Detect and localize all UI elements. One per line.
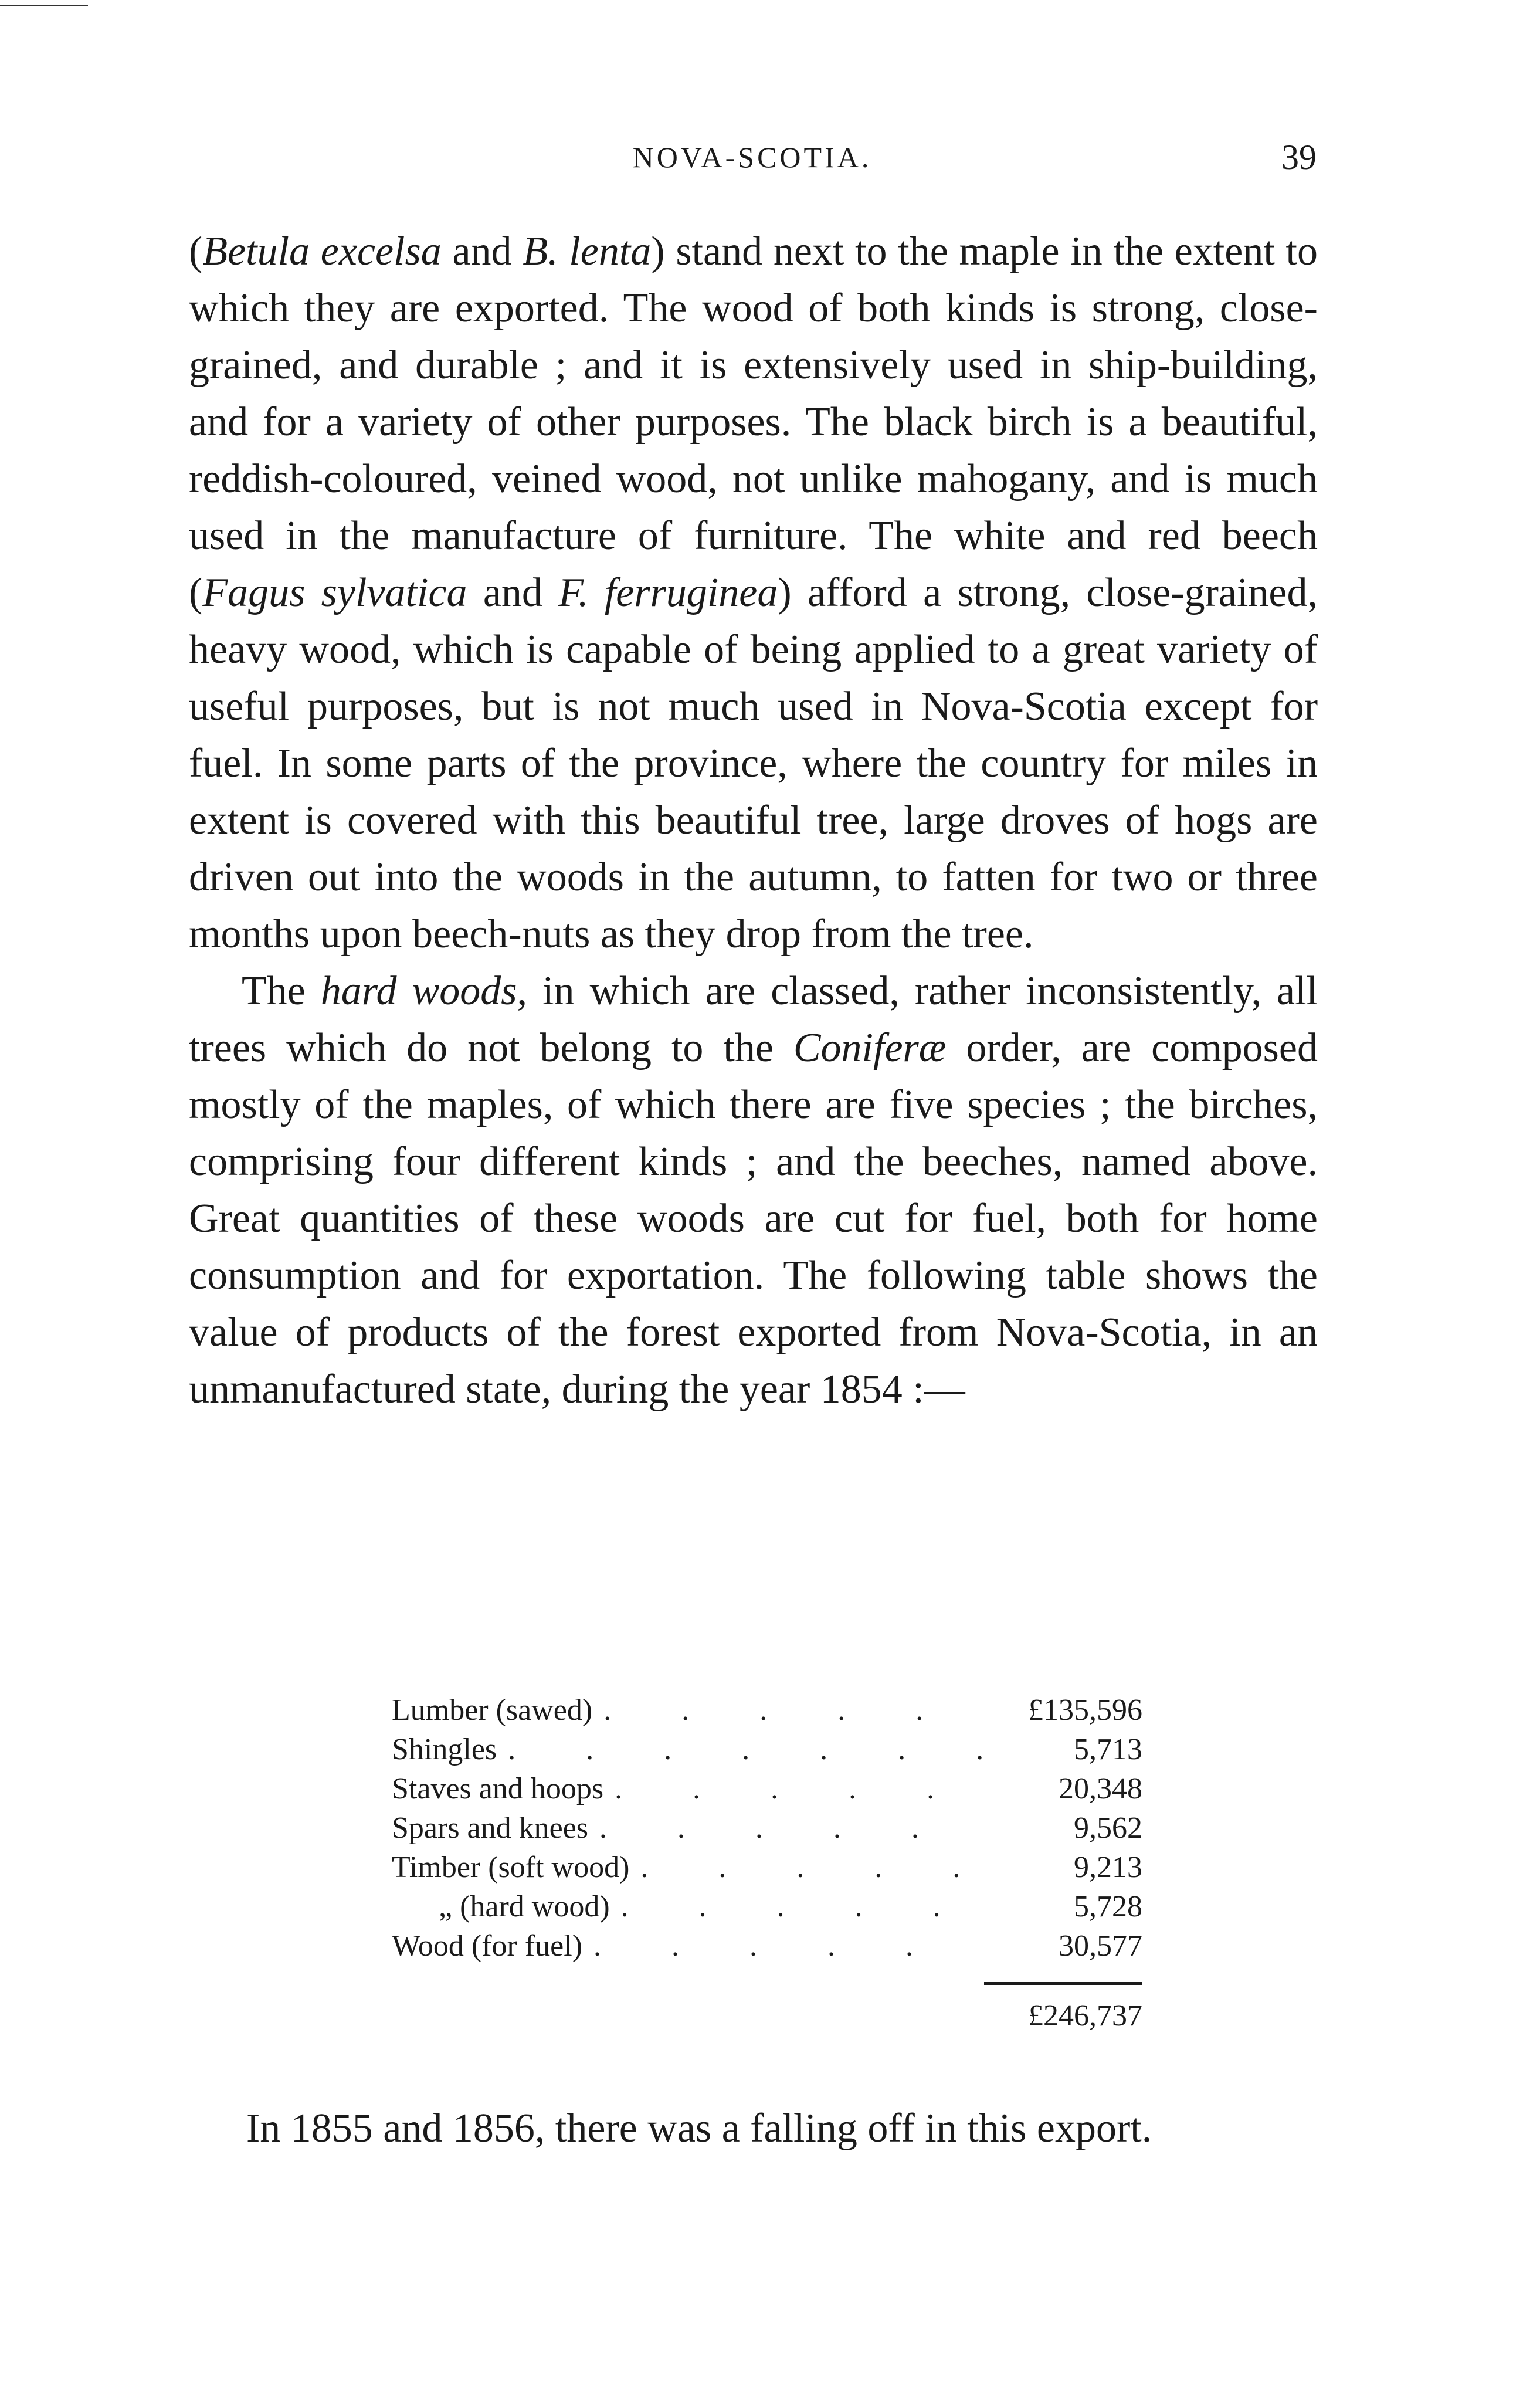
table-row — [392, 1691, 1142, 1730]
total-rule — [984, 1982, 1142, 1985]
paragraph-birch-beech: (Betula excelsa and B. lenta) stand next to the maple in the extent to which they are exported. The wood of both kinds is strong, close-grained, and durable ; and it is extensively used in ship-building, and for a variety of other purposes. The black birch is a beautiful, reddish-coloured, veined wood, not unlike mahogany, and is much used in the manufacture of furniture. The white and red beech (Fagus sylvatica and F. ferruginea) afford a strong, close-grained, heavy wood, which is capable of being applied to a great variety of useful purposes, but is not much used in Nova-Scotia except for fuel. In some parts of the province, where the country for miles in extent is covered with this beautiful tree, large droves of hogs are driven out into the woods in the autumn, to fatten for two or three months upon beech-nuts as they drop from the tree. — [189, 229, 1318, 957]
row-label-spars: Spars and knees . — [392, 1808, 984, 1848]
row-label-shingles: Shingles . — [392, 1730, 984, 1769]
paragraph2-text-1: The — [242, 968, 321, 1014]
running-head: NOVA-SCOTIA. — [632, 141, 872, 174]
term-hard-woods: hard woods — [320, 968, 517, 1014]
table-row — [392, 1848, 1142, 1887]
latin-name-betula-excelsa: Betula excelsa — [202, 229, 442, 274]
term-coniferae: Coniferæ — [793, 1025, 947, 1071]
table-row — [392, 1887, 1142, 1926]
row-label-timber-soft: Timber (soft wood) . — [392, 1848, 984, 1887]
latin-name-f-ferruginea: F. ferruginea — [558, 570, 778, 615]
table-total: £246,737 — [1028, 1999, 1142, 2032]
body-text — [189, 223, 1318, 1418]
page-header — [188, 134, 1317, 187]
row-amount-timber-soft: 9,213 — [1074, 1851, 1142, 1884]
closing-sentence: In 1855 and 1856, there was a falling off in this export. — [246, 2106, 1152, 2151]
top-edge-rule — [0, 5, 88, 6]
row-label-timber-hard: „ (hard wood) . — [392, 1887, 984, 1926]
paragraph2-text-3: order, are composed mostly of the maples, of which there are five species ; the birches, comprising four different kinds ; and the beeches, named above. Great quantities of these woods are cut for fuel, both for home consumption and for exportation. The following table shows the value of products of the forest exported from Nova-Scotia, in an unmanufactured state, during the year 1854 :— — [189, 1025, 1318, 1412]
paragraph1-conjunction-1: and — [441, 229, 523, 274]
row-amount-shingles: 5,713 — [1074, 1733, 1142, 1766]
row-amount-lumber: £135,596 — [1028, 1693, 1142, 1727]
row-amount-staves: 20,348 — [1059, 1772, 1142, 1805]
row-amount-wood-fuel: 30,577 — [1059, 1929, 1142, 1963]
table-row — [392, 1926, 1142, 1966]
paragraph-hard-woods — [189, 963, 1318, 1418]
row-label-wood-fuel: Wood (for fuel) . — [392, 1926, 984, 1966]
latin-name-b-lenta: B. lenta — [523, 229, 652, 274]
paragraph2-text-2: , in which are classed, rather inconsistently, all trees which do not belong to the — [189, 968, 1318, 1071]
row-amount-timber-hard: 5,728 — [1074, 1890, 1142, 1923]
paragraph1-text-1: stand next to the maple in the extent to which they are exported. The wood of both kinds is strong, close-grained, and durable ; and it is extensively used in ship-building, and for a variety of other purposes. The black birch is a beautiful, reddish-coloured, veined wood, not unlike mahogany, and is much used in the manufacture of furniture. The white and red beech ( — [189, 229, 1318, 615]
exports-table — [392, 1691, 1142, 2042]
table-row — [392, 1808, 1142, 1848]
table-row — [392, 1769, 1142, 1808]
table-row — [392, 1730, 1142, 1769]
paragraph1-conjunction-2: and — [467, 570, 559, 615]
row-amount-spars: 9,562 — [1074, 1811, 1142, 1845]
row-label-staves: Staves and hoops . — [392, 1769, 984, 1808]
paragraph1-text-2: ) afford a strong, close-grained, heavy wood, which is capable of being applied to a great variety of useful purposes, but is not much used in Nova-Scotia except for fuel. In some parts of the province, where the country for miles in extent is covered with this beautiful tree, large droves of hogs are driven out into the woods in the autumn, to fatten for two or three months upon beech-nuts as they drop from the tree. — [189, 570, 1318, 957]
row-label-lumber: Lumber (sawed) . — [392, 1691, 984, 1730]
page-number: 39 — [1281, 138, 1317, 177]
latin-name-fagus-sylvatica: Fagus sylvatica — [202, 570, 467, 615]
